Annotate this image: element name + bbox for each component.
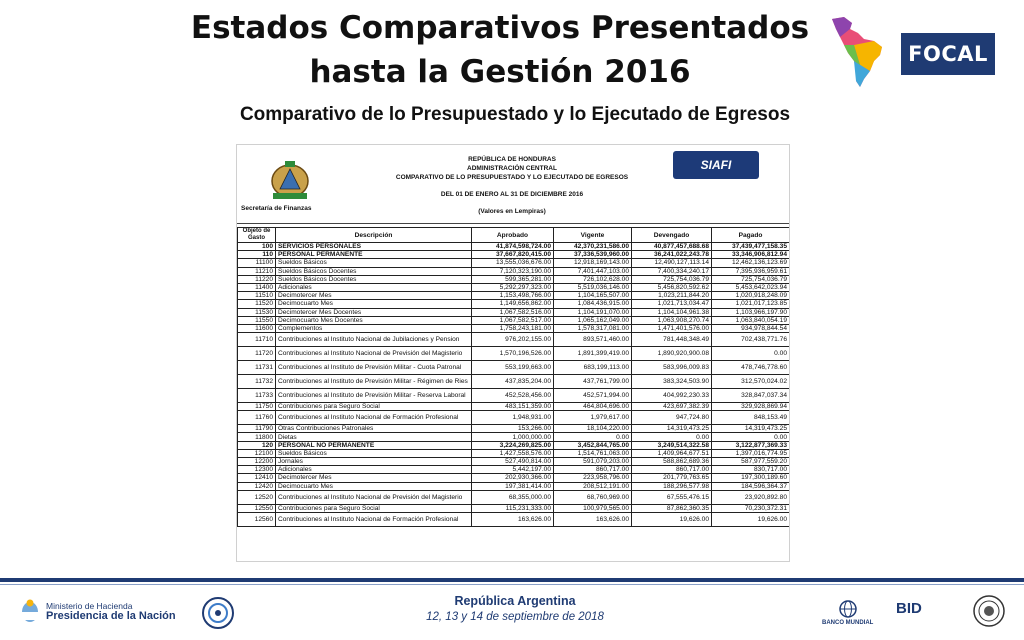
pagado-cell: 478,746,778.60 [712,361,790,375]
vigente-cell: 1,514,761,063.00 [554,449,632,457]
vigente-cell: 1,065,162,049.00 [554,316,632,324]
object-code-cell: 120 [238,441,276,449]
banco-mundial-logo [822,600,873,626]
object-code-cell: 12300 [238,466,276,474]
pagado-cell: 14,319,473.25 [712,425,790,433]
footer-divider [0,578,1024,582]
table-row [238,482,790,490]
aprobado-cell: 1,067,582,516.00 [472,308,554,316]
vigente-cell: 437,761,799.00 [554,375,632,389]
pagado-cell: 848,153.49 [712,411,790,425]
devengado-cell: 19,626.00 [632,512,712,526]
object-code-cell: 12520 [238,490,276,504]
header-line-3: COMPARATIVO DE LO PRESUPUESTADO Y LO EJECUTADO DE EGRESOS [395,174,629,181]
header-line-2: ADMINISTRACIÓN CENTRAL [467,165,557,172]
description-cell: Adicionales [276,283,472,291]
aprobado-cell: 976,202,155.00 [472,333,554,347]
pagado-cell: 33,346,906,812.94 [712,251,790,259]
pagado-cell: 197,300,189.60 [712,474,790,482]
budget-table [237,227,790,527]
vigente-cell: 100,979,565.00 [554,504,632,512]
pagado-cell: 1,021,017,123.85 [712,300,790,308]
pagado-cell: 934,978,844.54 [712,324,790,332]
aprobado-cell: 553,199,663.00 [472,361,554,375]
devengado-cell: 14,319,473.25 [632,425,712,433]
table-row [238,441,790,449]
banco-mundial-label: BANCO MUNDIAL [822,620,874,626]
pagado-cell: 19,626.00 [712,512,790,526]
slide-title [180,6,820,94]
table-row [238,283,790,291]
object-code-cell: 12420 [238,482,276,490]
devengado-cell: 12,490,127,113.14 [632,259,712,267]
description-cell: Complementos [276,324,472,332]
description-cell: Contribuciones al Instituto Nacional de Jubilaciones y Pension [276,333,472,347]
pagado-cell: 328,847,037.34 [712,389,790,403]
vigente-cell: 1,979,617.00 [554,411,632,425]
aprobado-cell: 1,067,582,517.00 [472,316,554,324]
description-cell: Contribuciones al Instituto de Previsión Militar - Régimen de Ries [276,375,472,389]
vigente-cell: 223,958,796.00 [554,474,632,482]
vigente-cell: 0.00 [554,433,632,441]
object-code-cell: 11600 [238,324,276,332]
description-cell: Contribuciones al Instituto Nacional de Formación Profesional [276,411,472,425]
aprobado-cell: 437,835,204.00 [472,375,554,389]
table-row [238,267,790,275]
devengado-cell: 1,063,908,270.74 [632,316,712,324]
table-header-row [238,228,790,243]
pagado-cell: 7,395,936,959.61 [712,267,790,275]
slide-subtitle: Comparativo de lo Presupuestado y lo Ejecutado de Egresos [239,104,791,125]
pagado-cell: 587,977,559.20 [712,458,790,466]
aprobado-cell: 5,442,197.00 [472,466,554,474]
pagado-cell: 702,438,771.76 [712,333,790,347]
vigente-cell: 3,452,844,765.00 [554,441,632,449]
table-row [238,316,790,324]
aprobado-cell: 483,151,359.00 [472,403,554,411]
object-code-cell: 11720 [238,347,276,361]
aprobado-cell: 197,381,414.00 [472,482,554,490]
description-cell: Jornales [276,458,472,466]
column-header: Vigente [554,228,632,243]
document-title-block [347,155,677,216]
object-code-cell: 110 [238,251,276,259]
description-cell: Dietas [276,433,472,441]
secretaria-label: Secretaría de Finanzas [241,205,312,212]
title-line-2: hasta la Gestión 2016 [309,54,691,90]
ministerio-hacienda-logo [20,598,176,624]
object-code-cell: 11100 [238,259,276,267]
object-code-cell: 100 [238,243,276,251]
table-row [238,243,790,251]
aprobado-cell: 599,365,281.00 [472,275,554,283]
vigente-cell: 208,512,191.00 [554,482,632,490]
table-row [238,361,790,375]
honduras-coat-of-arms-icon [265,159,315,203]
aprobado-cell: 1,948,931.00 [472,411,554,425]
description-cell: Contribuciones para Seguro Social [276,504,472,512]
object-code-cell: 12550 [238,504,276,512]
table-row [238,458,790,466]
object-code-cell: 11790 [238,425,276,433]
pagado-cell: 312,570,024.02 [712,375,790,389]
title-line-1: Estados Comparativos Presentados [190,10,810,46]
table-row [238,512,790,526]
devengado-cell: 725,754,036.79 [632,275,712,283]
object-code-cell: 11710 [238,333,276,347]
vigente-cell: 18,104,220.00 [554,425,632,433]
devengado-cell: 36,241,022,243.78 [632,251,712,259]
pagado-cell: 1,063,840,054.19 [712,316,790,324]
devengado-cell: 1,409,964,677.51 [632,449,712,457]
description-cell: Otras Contribuciones Patronales [276,425,472,433]
pagado-cell: 1,103,966,197.90 [712,308,790,316]
pagado-cell: 3,122,877,369.33 [712,441,790,449]
description-cell: Contribuciones al Instituto Nacional de Previsión del Magisterio [276,490,472,504]
globe-icon [839,600,857,618]
devengado-cell: 0.00 [632,433,712,441]
description-cell: SERVICIOS PERSONALES [276,243,472,251]
devengado-cell: 404,992,230.33 [632,389,712,403]
vigente-cell: 37,336,539,960.00 [554,251,632,259]
object-code-cell: 12200 [238,458,276,466]
bid-logo [896,600,922,617]
object-code-cell: 11731 [238,361,276,375]
aprobado-cell: 115,231,333.00 [472,504,554,512]
vigente-cell: 591,079,203.00 [554,458,632,466]
header-line-1: REPÚBLICA DE HONDURAS [468,156,556,163]
object-code-cell: 12100 [238,449,276,457]
description-cell: Adicionales [276,466,472,474]
description-cell: PERSONAL PERMANENTE [276,251,472,259]
object-code-cell: 11750 [238,403,276,411]
vigente-cell: 1,104,165,507.00 [554,292,632,300]
table-row [238,333,790,347]
vigente-cell: 464,804,696.00 [554,403,632,411]
institution-seal-icon [200,596,236,630]
object-code-cell: 12410 [238,474,276,482]
table-row [238,259,790,267]
devengado-cell: 1,104,104,961.38 [632,308,712,316]
aprobado-cell: 13,555,036,676.00 [472,259,554,267]
table-row [238,474,790,482]
ministry-line-1: Ministerio de Hacienda [46,601,133,611]
aprobado-cell: 1,153,498,766.00 [472,292,554,300]
aprobado-cell: 153,266.00 [472,425,554,433]
devengado-cell: 67,555,476.15 [632,490,712,504]
vigente-cell: 1,578,317,081.00 [554,324,632,332]
vigente-cell: 1,084,436,915.00 [554,300,632,308]
table-row [238,504,790,512]
column-header: Descripción [276,228,472,243]
devengado-cell: 1,890,920,900.08 [632,347,712,361]
pagado-cell: 23,920,892.80 [712,490,790,504]
siafi-logo: SIAFI [673,151,759,179]
aprobado-cell: 527,490,814.00 [472,458,554,466]
pagado-cell: 37,439,477,158.35 [712,243,790,251]
pagado-cell: 329,928,869.94 [712,403,790,411]
description-cell: Decimocuarto Mes [276,482,472,490]
aprobado-cell: 202,930,366.00 [472,474,554,482]
footer-divider-thin [0,584,1024,585]
table-row [238,411,790,425]
table-row [238,347,790,361]
focal-logo: FOCAL [901,33,995,75]
description-cell: Decimotercer Mes [276,474,472,482]
devengado-cell: 423,697,382.39 [632,403,712,411]
vigente-cell: 726,102,628.00 [554,275,632,283]
devengado-cell: 40,877,457,688.68 [632,243,712,251]
devengado-cell: 383,324,503.90 [632,375,712,389]
vigente-cell: 12,918,169,143.00 [554,259,632,267]
latin-america-map-icon [830,15,890,89]
table-row [238,251,790,259]
devengado-cell: 5,456,820,592.62 [632,283,712,291]
object-code-cell: 11400 [238,283,276,291]
description-cell: Contribuciones al Instituto de Previsión Militar - Cuota Patronal [276,361,472,375]
devengado-cell: 3,249,514,322.58 [632,441,712,449]
aprobado-cell: 41,874,598,724.00 [472,243,554,251]
pagado-cell: 12,462,136,123.69 [712,259,790,267]
vigente-cell: 5,519,036,146.00 [554,283,632,291]
pagado-cell: 184,596,364.37 [712,482,790,490]
devengado-cell: 1,471,401,576.00 [632,324,712,332]
budget-table-body [238,243,790,527]
devengado-cell: 7,400,334,240.17 [632,267,712,275]
column-header: Objeto de Gasto [238,228,276,243]
description-cell: Sueldos Básicos [276,259,472,267]
table-row [238,449,790,457]
devengado-cell: 1,023,211,844.20 [632,292,712,300]
object-code-cell: 12560 [238,512,276,526]
object-code-cell: 11530 [238,308,276,316]
table-row [238,275,790,283]
vigente-cell: 1,891,399,419.00 [554,347,632,361]
table-row [238,375,790,389]
object-code-cell: 11520 [238,300,276,308]
aprobado-cell: 68,355,000.00 [472,490,554,504]
table-row [238,300,790,308]
description-cell: Sueldos Básicos Docentes [276,267,472,275]
aprobado-cell: 37,667,820,415.00 [472,251,554,259]
aprobado-cell: 163,626.00 [472,512,554,526]
column-header: Devengado [632,228,712,243]
footer-dates: 12, 13 y 14 de septiembre de 2018 [426,611,604,623]
footer-country: República Argentina [454,594,576,608]
vigente-cell: 893,571,460.00 [554,333,632,347]
table-row [238,308,790,316]
table-row [238,466,790,474]
aprobado-cell: 5,292,297,323.00 [472,283,554,291]
vigente-cell: 68,760,969.00 [554,490,632,504]
devengado-cell: 947,724.80 [632,411,712,425]
scanned-document [236,144,790,562]
bid-label: BID [896,600,922,617]
devengado-cell: 860,717.00 [632,466,712,474]
object-code-cell: 11510 [238,292,276,300]
devengado-cell: 1,021,713,034.47 [632,300,712,308]
table-row [238,389,790,403]
devengado-cell: 201,779,763.65 [632,474,712,482]
description-cell: Sueldos Básicos [276,449,472,457]
description-cell: Decimocuarto Mes Docentes [276,316,472,324]
description-cell: Contribuciones al Instituto de Previsión Militar - Reserva Laboral [276,389,472,403]
object-code-cell: 11733 [238,389,276,403]
description-cell: Contribuciones al Instituto Nacional de Formación Profesional [276,512,472,526]
aprobado-cell: 1,149,656,862.00 [472,300,554,308]
table-row [238,490,790,504]
vigente-cell: 452,571,994.00 [554,389,632,403]
object-code-cell: 11210 [238,267,276,275]
imf-seal-icon [972,594,1006,628]
description-cell: Decimotercer Mes [276,292,472,300]
devengado-cell: 781,448,348.49 [632,333,712,347]
devengado-cell: 588,862,689.36 [632,458,712,466]
description-cell: Contribuciones al Instituto Nacional de Previsión del Magisterio [276,347,472,361]
pagado-cell: 70,230,372.31 [712,504,790,512]
vigente-cell: 1,104,191,070.00 [554,308,632,316]
ministry-line-2: Presidencia de la Nación [46,610,176,622]
table-row [238,425,790,433]
devengado-cell: 188,296,577.98 [632,482,712,490]
object-code-cell: 11550 [238,316,276,324]
footer-center [380,594,650,623]
pagado-cell: 725,754,036.79 [712,275,790,283]
header-line-5: (Valores en Lempiras) [478,208,546,215]
object-code-cell: 11732 [238,375,276,389]
pagado-cell: 5,453,642,023.94 [712,283,790,291]
description-cell: Contribuciones para Seguro Social [276,403,472,411]
pagado-cell: 1,020,918,248.09 [712,292,790,300]
devengado-cell: 87,862,360.35 [632,504,712,512]
aprobado-cell: 1,000,000.00 [472,433,554,441]
description-cell: PERSONAL NO PERMANENTE [276,441,472,449]
aprobado-cell: 3,224,269,825.00 [472,441,554,449]
table-row [238,433,790,441]
vigente-cell: 163,626.00 [554,512,632,526]
object-code-cell: 11800 [238,433,276,441]
pagado-cell: 0.00 [712,433,790,441]
aprobado-cell: 1,570,196,526.00 [472,347,554,361]
description-cell: Decimocuarto Mes [276,300,472,308]
column-header: Pagado [712,228,790,243]
vigente-cell: 7,401,447,103.00 [554,267,632,275]
table-row [238,324,790,332]
aprobado-cell: 7,120,323,190.00 [472,267,554,275]
pagado-cell: 0.00 [712,347,790,361]
aprobado-cell: 1,427,558,576.00 [472,449,554,457]
table-row [238,403,790,411]
object-code-cell: 11220 [238,275,276,283]
header-line-4: DEL 01 DE ENERO AL 31 DE DICIEMBRE 2016 [440,191,584,198]
devengado-cell: 583,996,009.83 [632,361,712,375]
document-header [237,145,789,224]
description-cell: Decimotercer Mes Docentes [276,308,472,316]
description-cell: Sueldos Básicos Docentes [276,275,472,283]
vigente-cell: 42,370,231,586.00 [554,243,632,251]
object-code-cell: 11760 [238,411,276,425]
argentina-crest-icon [20,598,40,624]
vigente-cell: 860,717.00 [554,466,632,474]
vigente-cell: 683,199,113.00 [554,361,632,375]
table-row [238,292,790,300]
column-header: Aprobado [472,228,554,243]
pagado-cell: 1,397,016,774.95 [712,449,790,457]
pagado-cell: 830,717.00 [712,466,790,474]
aprobado-cell: 452,528,456.00 [472,389,554,403]
aprobado-cell: 1,758,243,181.00 [472,324,554,332]
